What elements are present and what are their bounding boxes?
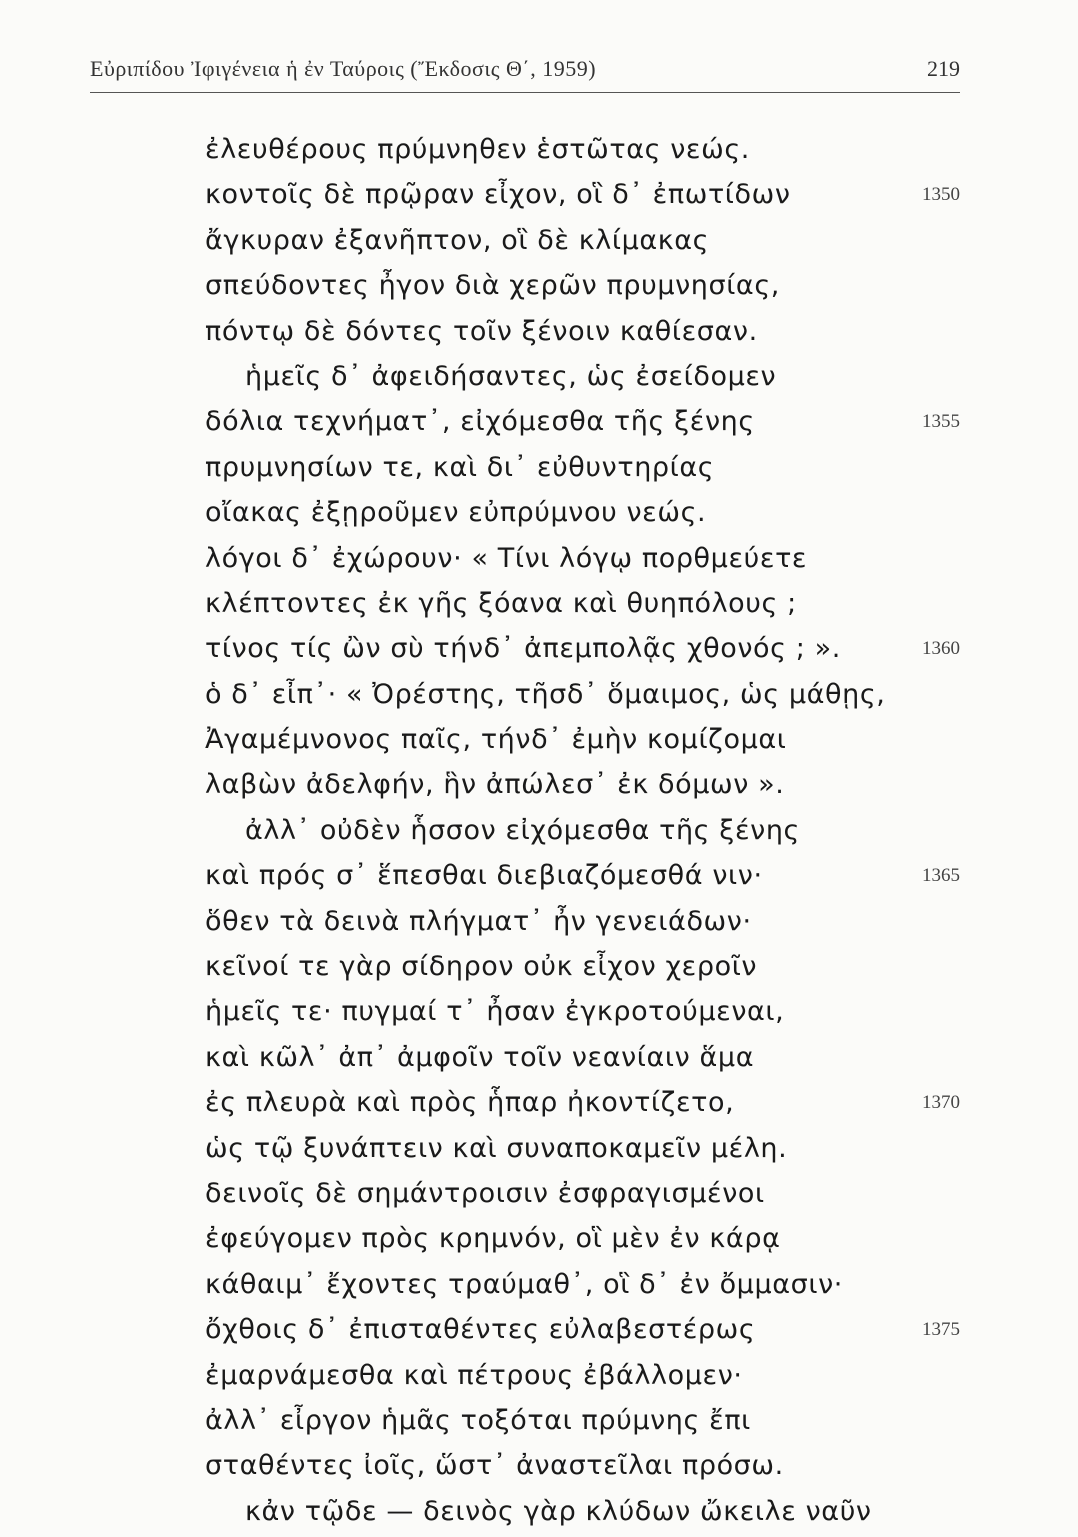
line-number: 1370 — [922, 1092, 960, 1114]
verse-text: οἴακας ἐξῃροῦμεν εὐπρύμνου νεώς. — [205, 497, 707, 529]
verse-line — [0, 1310, 1078, 1355]
header-title: Εὐριπίδου Ἰφιγένεια ἡ ἐν Ταύροις (Ἔκδοσις Θ΄, 1959) — [90, 56, 597, 81]
verse-text: κἀν τῷδε — δεινὸς γὰρ κλύδων ὤκειλε ναῦν — [245, 1495, 872, 1527]
verse-line — [0, 947, 1078, 992]
verse-text: ὡς τῷ ξυνάπτειν καὶ συναποκαμεῖν μέλη. — [205, 1132, 788, 1164]
verse-text: ἐμαρνάμεσθα καὶ πέτρους ἐβάλλομεν· — [205, 1359, 743, 1391]
verse-text: ἐς πλευρὰ καὶ πρὸς ἧπαρ ἠκοντίζετο, — [205, 1087, 735, 1119]
verse-text: κάθαιμ᾽ ἔχοντες τραύμαθ᾽, οἳ δ᾽ ἐν ὄμμασιν· — [205, 1268, 843, 1300]
verse-line — [0, 130, 1078, 175]
verse-text: σταθέντες ἰοῖς, ὥστ᾽ ἀναστεῖλαι πρόσω. — [205, 1450, 784, 1482]
verse-text: Ἀγαμέμνονος παῖς, τήνδ᾽ ἐμὴν κομίζομαι — [205, 724, 787, 756]
verse-line — [0, 1356, 1078, 1401]
verse-text: δόλια τεχνήματ᾽, εἰχόμεσθα τῆς ξένης — [205, 406, 755, 438]
verse-text: ὄχθοις δ᾽ ἐπισταθέντες εὐλαβεστέρως — [205, 1314, 756, 1346]
verse-line — [0, 357, 1078, 402]
verse-text: ἄγκυραν ἐξανῆπτον, οἳ δὲ κλίμακας — [205, 224, 710, 256]
verse-text: ἡμεῖς τε· πυγμαί τ᾽ ἦσαν ἐγκροτούμεναι, — [205, 996, 785, 1028]
verse-text: ὁ δ᾽ εἶπ᾽· « Ὀρέστης, τῆσδ᾽ ὅμαιμος, ὡς μάθῃς, — [205, 678, 886, 710]
line-number: 1360 — [922, 638, 960, 660]
verse-line — [0, 1083, 1078, 1128]
verse-text: δεινοῖς δὲ σημάντροισιν ἐσφραγισμένοι — [205, 1177, 765, 1209]
verse-line — [0, 1401, 1078, 1446]
verse-line — [0, 175, 1078, 220]
verse-line — [0, 1446, 1078, 1491]
verse-line — [0, 629, 1078, 674]
verse-line — [0, 765, 1078, 810]
line-number: 1350 — [922, 184, 960, 206]
verse-line — [0, 720, 1078, 765]
verse-line — [0, 902, 1078, 947]
verse-text: πρυμνησίων τε, καὶ δι᾽ εὐθυντηρίας — [205, 451, 715, 483]
verse-line — [0, 992, 1078, 1037]
verse-text: κοντοῖς δὲ πρῷραν εἶχον, οἳ δ᾽ ἐπωτίδων — [205, 179, 791, 211]
verse-text: λαβὼν ἀδελφήν, ἣν ἀπώλεσ᾽ ἐκ δόμων ». — [205, 769, 785, 801]
verse-line — [0, 1038, 1078, 1083]
header-rule — [90, 92, 960, 93]
verse-line — [0, 402, 1078, 447]
verse-line — [0, 811, 1078, 856]
verse-text: τίνος τίς ὢν σὺ τήνδ᾽ ἀπεμπολᾷς χθονός ; ». — [205, 633, 841, 665]
line-number: 1355 — [922, 411, 960, 433]
verse-line — [0, 584, 1078, 629]
verse-line — [0, 856, 1078, 901]
verse-block — [0, 130, 1078, 1537]
verse-line — [0, 1492, 1078, 1537]
verse-line — [0, 221, 1078, 266]
verse-line — [0, 493, 1078, 538]
verse-line — [0, 1219, 1078, 1264]
verse-text: λόγοι δ᾽ ἐχώρουν· « Τίνι λόγῳ πορθμεύετε — [205, 542, 808, 574]
verse-text: καὶ κῶλ᾽ ἀπ᾽ ἀμφοῖν τοῖν νεανίαιν ἅμα — [205, 1041, 755, 1073]
verse-text: καὶ πρός σ᾽ ἕπεσθαι διεβιαζόμεσθά νιν· — [205, 860, 763, 892]
verse-line — [0, 448, 1078, 493]
verse-text: ἐλευθέρους πρύμνηθεν ἑστῶτας νεώς. — [205, 134, 750, 165]
verse-line — [0, 1129, 1078, 1174]
verse-line — [0, 539, 1078, 584]
verse-text: ἡμεῖς δ᾽ ἀφειδήσαντες, ὡς ἐσείδομεν — [245, 360, 777, 392]
page-number: 219 — [927, 56, 960, 81]
verse-text: κλέπτοντες ἐκ γῆς ξόανα καὶ θυηπόλους ; — [205, 587, 797, 619]
verse-text: ὅθεν τὰ δεινὰ πλήγματ᾽ ἦν γενειάδων· — [205, 905, 752, 937]
verse-text: σπεύδοντες ἦγον διὰ χερῶν πρυμνησίας, — [205, 270, 780, 302]
verse-text: ἀλλ᾽ οὐδὲν ἧσσον εἰχόμεσθα τῆς ξένης — [245, 814, 800, 846]
line-number: 1365 — [922, 865, 960, 887]
verse-line — [0, 266, 1078, 311]
verse-text: κεῖνοί τε γὰρ σίδηρον οὐκ εἶχον χεροῖν — [205, 951, 758, 983]
running-header — [90, 56, 960, 84]
line-number: 1375 — [922, 1319, 960, 1341]
verse-line — [0, 1174, 1078, 1219]
verse-text: ἐφεύγομεν πρὸς κρημνόν, οἳ μὲν ἐν κάρᾳ — [205, 1223, 781, 1255]
verse-line — [0, 675, 1078, 720]
verse-text: ἀλλ᾽ εἶργον ἡμᾶς τοξόται πρύμνης ἔπι — [205, 1404, 751, 1436]
verse-text: πόντῳ δὲ δόντες τοῖν ξένοιν καθίεσαν. — [205, 315, 758, 347]
verse-line — [0, 1265, 1078, 1310]
verse-line — [0, 312, 1078, 357]
